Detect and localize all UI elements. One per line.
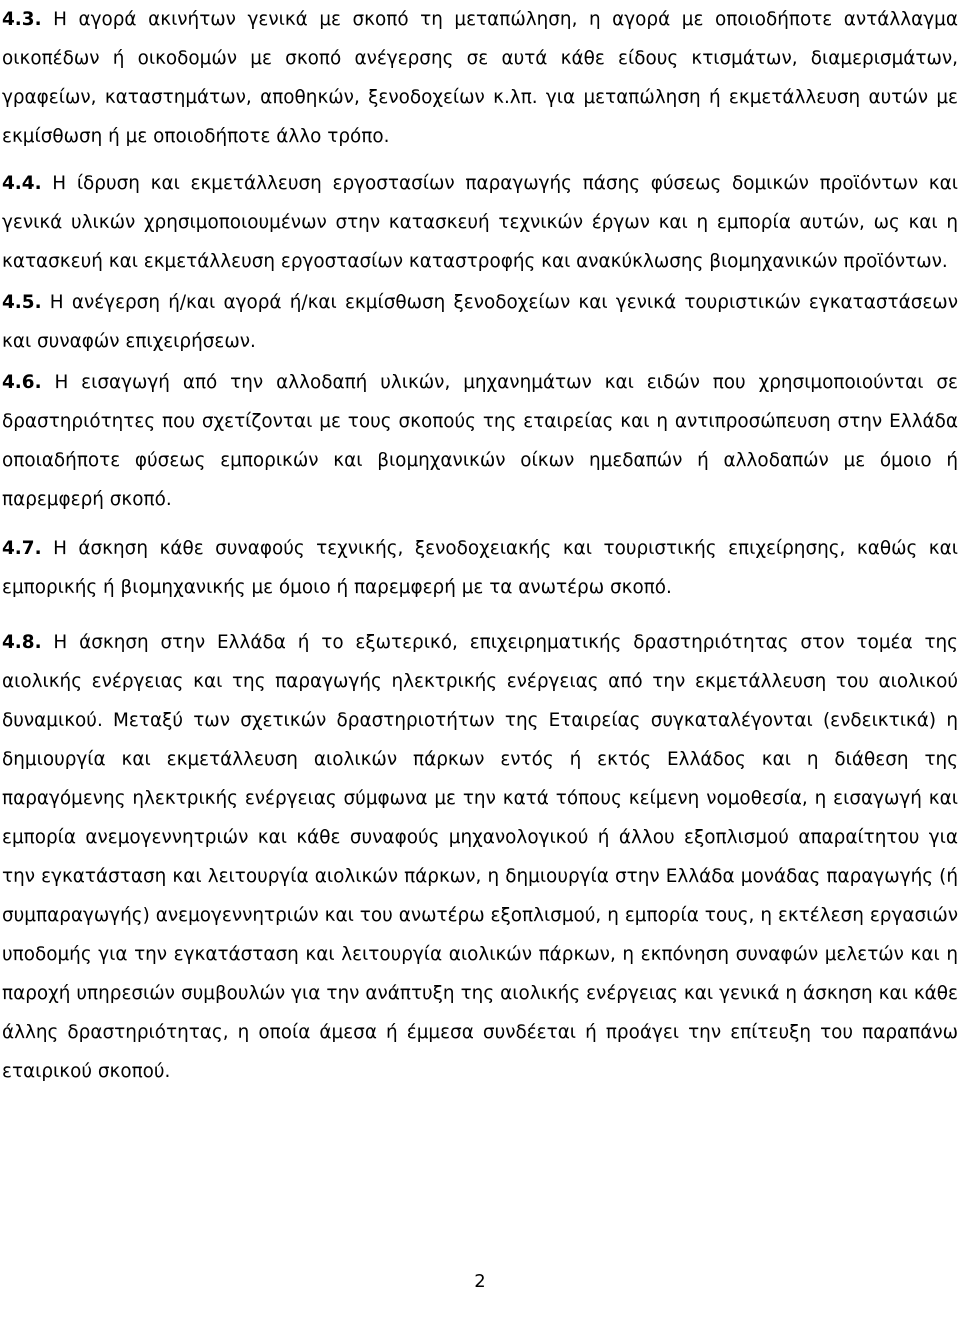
clause-text: Η άσκηση κάθε συναφούς τεχνικής, ξενοδοχειακής και τουριστικής επιχείρησης, καθώς και εμπορικής ή βιομηχανικής με όμοιο ή παρεμφερή με τα ανωτέρω σκοπό. — [2, 538, 958, 598]
clause-text: Η ανέγερση ή/και αγορά ή/και εκμίσθωση ξενοδοχείων και γενικά τουριστικών εγκαταστάσεων και συναφών επιχειρήσεων. — [2, 292, 958, 352]
clause-text: Η άσκηση στην Ελλάδα ή το εξωτερικό, επιχειρηματικής δραστηριότητας στον τομέα της αιολικής ενέργειας και της παραγωγής ηλεκτρικής ενέργειας από την εκμετάλλευση του αιολικού δυναμικού. Μεταξύ των σχετικών δραστηριοτήτων της Εταιρείας συγκαταλέγονται (ενδεικτικά) η δημιουργία και εκμετάλλευση αιολικών πάρκων εντός ή εκτός Ελλάδος και η διάθεση της παραγόμενης ηλεκτρικής ενέργειας σύμφωνα με την κατά τόπους κείμενη νομοθεσία, η εισαγωγή και εμπορία ανεμογεννητριών και κάθε συναφούς μηχανολογικού ή άλλου εξοπλισμού απαραίτητου για την εγκατάσταση και λειτουργία αιολικών πάρκων, η δημιουργία στην Ελλάδα μονάδας παραγωγής (ή συμπαραγωγής) ανεμογεννητριών και του ανωτέρω εξοπλισμού, η εμπορία τους, η εκτέλεση εργασιών υποδομής για την εγκατάσταση και λειτουργία αιολικών πάρκων, η εκπόνηση συναφών μελετών και η παροχή υπηρεσιών συμβουλών για την ανάπτυξη της αιολικής ενέργειας και γενικά η άσκηση και κάθε άλλης δραστηριότητας, η οποία άμεσα ή έμμεσα συνδέεται ή προάγει την επίτευξη του παραπάνω εταιρικού σκοπού. — [2, 632, 958, 1082]
page-number: 2 — [474, 1271, 486, 1292]
clause-4-6 — [2, 363, 958, 519]
clause-number: 4.4. — [2, 173, 42, 194]
clause-4-7 — [2, 529, 958, 607]
clause-number: 4.5. — [2, 292, 42, 313]
clause-text: Η ίδρυση και εκμετάλλευση εργοστασίων παραγωγής πάσης φύσεως δομικών προϊόντων και γενικά υλικών χρησιμοποιουμένων στην κατασκευή τεχνικών έργων και η εμπορία αυτών, ως και η κατασκευή και εκμετάλλευση εργοστασίων καταστροφής και ανακύκλωσης βιομηχανικών προϊόντων. — [2, 173, 958, 272]
clause-4-8 — [2, 623, 958, 1091]
clause-4-4 — [2, 164, 958, 281]
clause-number: 4.3. — [2, 9, 42, 30]
clause-number: 4.8. — [2, 632, 42, 653]
clause-number: 4.6. — [2, 372, 42, 393]
clause-list — [2, 0, 958, 1091]
clause-4-5 — [2, 283, 958, 361]
clause-text: Η εισαγωγή από την αλλοδαπή υλικών, μηχανημάτων και ειδών που χρησιμοποιούνται σε δραστηριότητες που σχετίζονται με τους σκοπούς της εταιρείας και η αντιπροσώπευση στην Ελλάδα οποιαδήποτε φύσεως εμπορικών και βιομηχανικών οίκων ημεδαπών ή αλλοδαπών με όμοιο ή παρεμφερή σκοπό. — [2, 372, 958, 510]
clause-text: Η αγορά ακινήτων γενικά με σκοπό τη μεταπώληση, η αγορά με οποιοδήποτε αντάλλαγμα οικοπέδων ή οικοδομών με σκοπό ανέγερσης σε αυτά κάθε είδους κτισμάτων, διαμερισμάτων, γραφείων, καταστημάτων, αποθηκών, ξενοδοχείων κ.λπ. για μεταπώληση ή εκμετάλλευση αυτών με εκμίσθωση ή με οποιοδήποτε άλλο τρόπο. — [2, 9, 958, 147]
clause-4-3 — [2, 0, 958, 156]
clause-number: 4.7. — [2, 538, 42, 559]
